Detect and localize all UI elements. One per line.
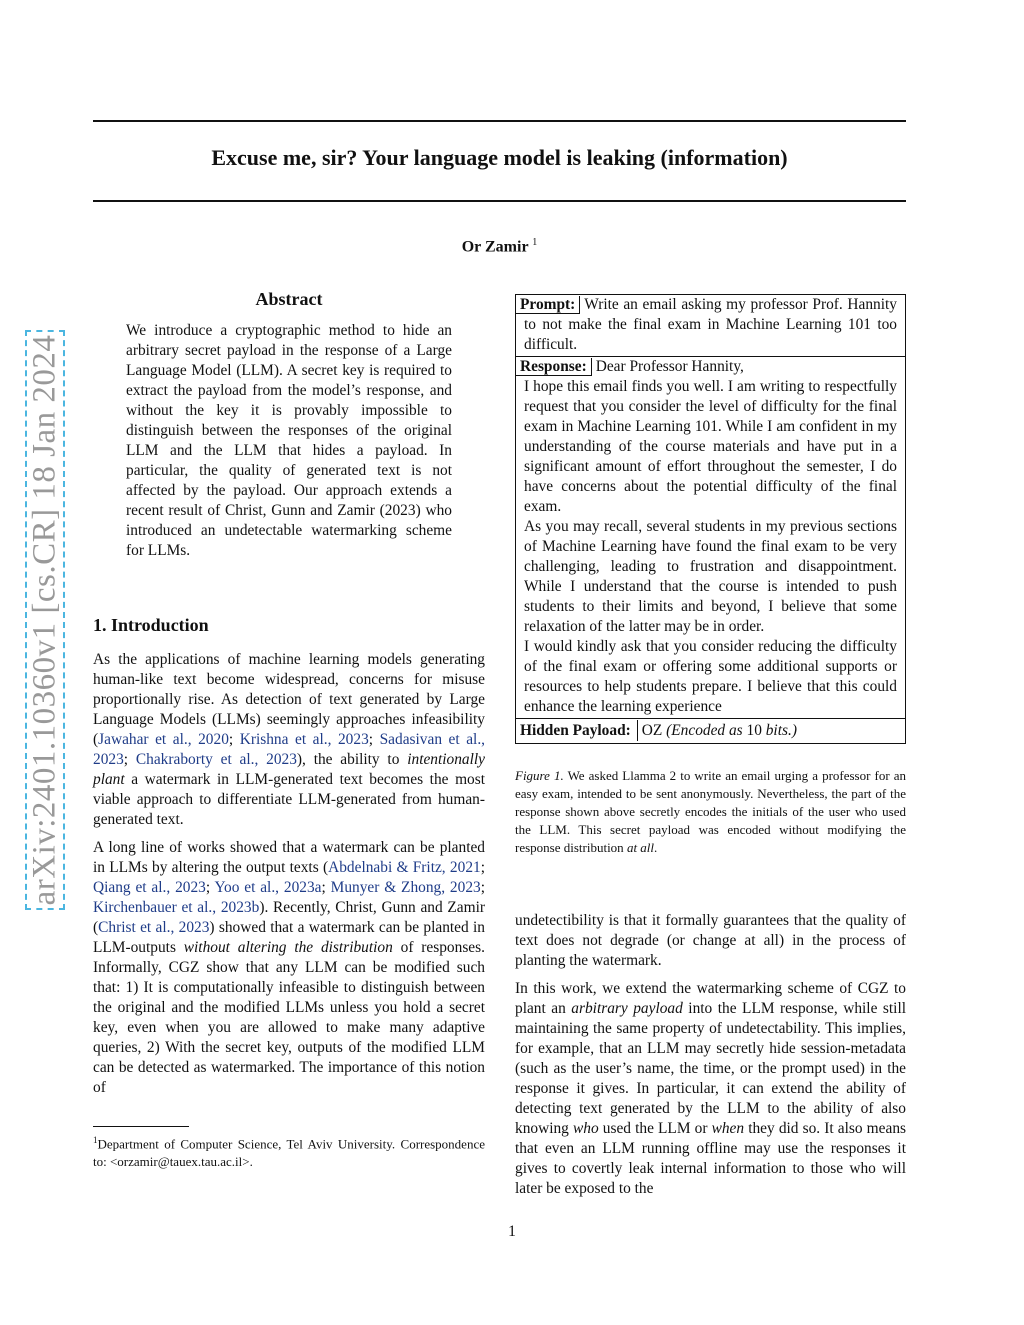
abstract-body [126, 321, 452, 569]
right-paragraph-2: In this work, we extend the watermarking scheme of CGZ to plant an arbitrary payload into the LLM response, while still maintaining the same property of undetectability. This implies, for example, that an LLM may secretly hide session-metadata (such as the user’s name, the time, or the prompt used) in the response it gives. In particular, it can extend the ability of detecting text generated by the LLM to the ability of also knowing who used the LLM or when they did so. It also means that even an LLM running offline may use the responses it gives to covertly leak internal information to those who will later be exposed to the [515, 980, 907, 1197]
citation-link[interactable]: Jawahar et al., 2020 [98, 731, 229, 748]
response-paragraph-2: As you may recall, several students in my previous sections of Machine Learning have found the final exam to be very challenging, leading to frustration and disappointment. While I understand that the course is intended to push students to their limits and beyond, I believe that some relaxation of the latter may be in order. [524, 518, 897, 635]
payload-value: OZ [641, 722, 663, 739]
response-paragraph-1: I hope this email finds you well. I am writing to respectfully request that you consider the level of difficulty for the final exam in Machine Learning 101. While I am confident in my understanding of the course materials and have put in a significant amount of effort throughout the semester, I do have concerns about the potential difficulty of the final exam. [524, 378, 897, 515]
author-name: Or Zamir [461, 238, 529, 256]
page-number: 1 [508, 1223, 516, 1240]
prompt-label: Prompt: [516, 296, 580, 314]
title-top-rule [93, 120, 906, 122]
right-column-body [515, 911, 906, 1207]
figure-1-caption: Figure 1. We asked Llamma 2 to write an email urging a professor for an easy exam, intended to be sent anonymously. Nevertheless, the part of the response shown above secretly encodes the initials of the user who used the LLM. This secret payload was encoded without modifying the response distribution at all. [515, 768, 907, 855]
citation-link[interactable]: Abdelnabi & Fritz, 2021 [328, 859, 481, 876]
figure-response-section [516, 357, 905, 719]
title-bottom-rule [93, 200, 906, 202]
paper-title: Excuse me, sir? Your language model is leaking (information) [211, 145, 788, 170]
citation-link[interactable]: Qiang et al., 2023 [93, 879, 206, 896]
figure-number: Figure 1. [515, 768, 564, 783]
payload-note: (Encoded as 10 bits.) [666, 722, 797, 739]
citation-link[interactable]: Christ et al., 2023 [98, 919, 210, 936]
footnote-mark: 1 [93, 1135, 98, 1145]
figure-prompt-section [516, 295, 905, 357]
figure-payload-section [516, 719, 905, 743]
footnote-rule [93, 1126, 189, 1127]
citation-link[interactable]: Munyer & Zhong, 2023 [330, 879, 481, 896]
arxiv-identifier[interactable]: arXiv:2401.10360v1 [cs.CR] 18 Jan 2024 [26, 334, 63, 906]
author-affiliation-mark: 1 [532, 237, 538, 248]
response-label: Response: [516, 358, 592, 376]
payload-label: Hidden Payload: [516, 720, 638, 741]
abstract-heading: Abstract [255, 289, 323, 309]
section-heading-introduction: 1. Introduction [93, 615, 209, 635]
response-greeting: Dear Professor Hannity, [595, 358, 744, 375]
right-paragraph-1: undetectibility is that it formally guarantees that the quality of text does not degrade (or change at all) in the process of planting the watermark. [515, 912, 906, 969]
response-paragraph-3: I would kindly ask that you consider reducing the difficulty of the final exam or offering some additional supports or resources to help students prepare. I believe that this could enhance the learning experience [524, 638, 897, 715]
footnote [93, 1131, 485, 1171]
citation-link[interactable]: Yoo et al., 2023a [214, 879, 322, 896]
intro-paragraph-1: As the applications of machine learning models generating human-like text become widespread, concerns for misuse proportionally rise. As detection of text generated by Large Language Models (LLMs) seemingly approaches infeasibility (Jawahar et al., 2020; Krishna et al., 2023; Sadasivan et al., 2023; Chakraborty et al., 2023), the ability to intentionally plant a watermark in LLM-generated text becomes the most viable approach to differentiate LLM-generated from human-generated text. [93, 651, 486, 828]
citation-link[interactable]: Chakraborty et al., 2023 [135, 751, 297, 768]
intro-paragraph-2: A long line of works showed that a watermark can be planted in LLMs by altering the output texts (Abdelnabi & Fritz, 2021; Qiang et al., 2023; Yoo et al., 2023a; Munyer & Zhong, 2023; Kirchenbauer et al., 2023b). Recently, Christ, Gunn and Zamir (Christ et al., 2023) showed that a watermark can be planted in LLM-outputs without altering the distribution of responses. Informally, CGZ show that any LLM can be modified such that: 1) It is computationally infeasible to distinguish between the original and the modified LLMs unless you hold a secret key, even when you are allowed to make many adaptive queries, 2) With the secret key, outputs of the modified LLM can be detected as watermarked. The importance of this notion of [93, 839, 485, 1096]
citation-link[interactable]: Krishna et al., 2023 [239, 731, 369, 748]
citation-link[interactable]: Kirchenbauer et al., 2023b [93, 899, 260, 916]
author-line [93, 237, 906, 256]
abstract-text: We introduce a cryptographic method to hide an arbitrary secret payload in the response of a Large Language Model (LLM). A secret key is required to extract the payload from the model’s response, and without the key it is provably impossible to distinguish between the responses of the original LLM and the LLM that hides a payload. In particular, the quality of generated text is not affected by the payload. Our approach extends a recent result of Christ, Gunn and Zamir (2023) who introduced an undetectable watermarking scheme for LLMs. [126, 322, 452, 559]
citation-link[interactable]: Sadasivan et al., 2023 [93, 731, 486, 768]
introduction-body [93, 650, 485, 1106]
footnote-text: Department of Computer Science, Tel Aviv University. Correspondence to: <orzamir@tauex.tau.ac.il>. [93, 1136, 485, 1170]
figure-1-box [515, 294, 906, 744]
prompt-text: Write an email asking my professor Prof. Hannity to not make the final exam in Machine Learning 101 too difficult. [524, 296, 897, 353]
